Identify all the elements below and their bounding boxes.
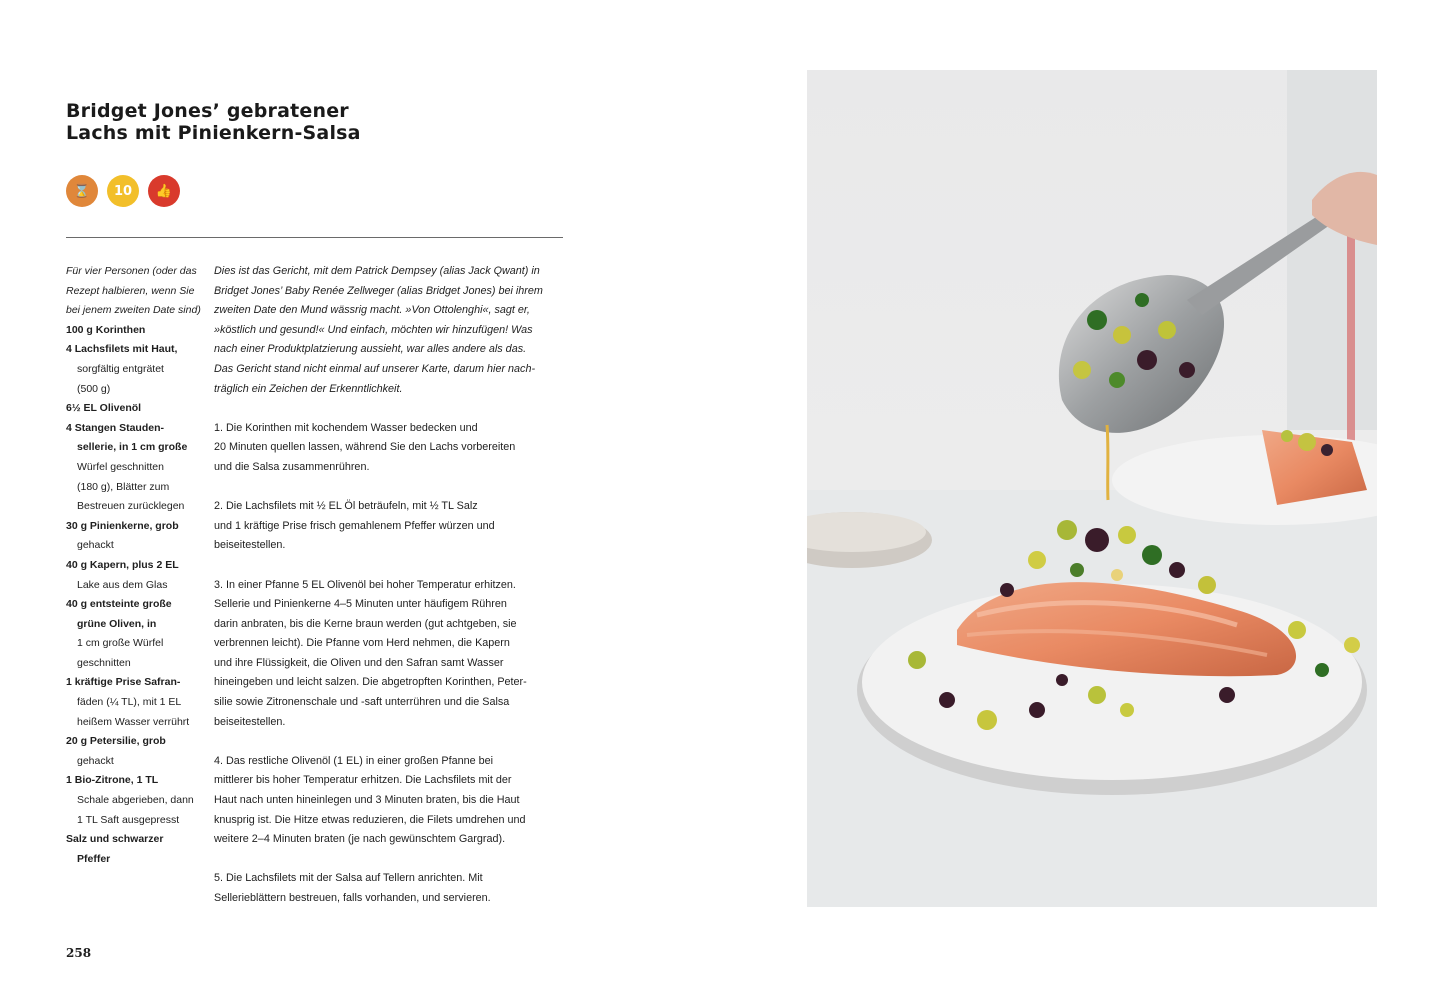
ingredient-line — [66, 713, 206, 733]
method-line: verbrennen leicht). Die Pfanne vom Herd nehmen, die Kapern — [214, 637, 510, 650]
ingredient-line — [66, 419, 206, 439]
ingredient-text: sorgfältig entgrätet — [77, 362, 164, 375]
ingredient-text: bei jenem zweiten Date sind) — [66, 304, 201, 317]
ingredient-line — [66, 380, 206, 400]
method-line: und 1 kräftige Prise frisch gemahlenem Pfeffer würzen und — [214, 519, 495, 532]
method-line: 4. Das restliche Olivenöl (1 EL) in einer großen Pfanne bei — [214, 754, 494, 767]
ingredient-line — [66, 438, 206, 458]
intro-line: Dies ist das Gericht, mit dem Patrick Dempsey (alias Jack Qwant) in — [214, 265, 540, 277]
ingredient-line — [66, 811, 206, 831]
paragraph-gap — [214, 478, 566, 498]
ingredient-text: Salz und schwarzer — [66, 833, 164, 846]
ingredient-text: 6½ EL Olivenöl — [66, 402, 142, 415]
recipe-badges — [66, 175, 180, 207]
ingredient-line — [66, 732, 206, 752]
ingredient-line — [66, 771, 206, 791]
page-number: 258 — [66, 946, 92, 960]
ingredient-line — [66, 517, 206, 537]
recipe-title — [66, 100, 546, 144]
ingredient-text: 30 g Pinienkerne, grob — [66, 519, 179, 532]
ingredient-line — [66, 458, 206, 478]
ingredient-text: sellerie, in 1 cm große — [77, 441, 188, 454]
ingredient-text: 1 Bio-Zitrone, 1 TL — [66, 774, 159, 787]
ingredient-line — [66, 282, 206, 302]
ingredient-text: (500 g) — [77, 382, 111, 395]
ingredient-text: 20 g Petersilie, grob — [66, 735, 166, 748]
intro-line: zweiten Date den Mund wässrig macht. »Von Ottolenghi«, sagt er, — [214, 304, 530, 317]
ingredient-text: 1 cm große Würfel — [77, 637, 164, 650]
ingredient-line — [66, 673, 206, 693]
ingredient-line — [66, 850, 206, 870]
ingredient-line — [66, 301, 206, 321]
ingredient-text: geschnitten — [77, 656, 131, 669]
ingredient-line — [66, 654, 206, 674]
ingredient-text: Für vier Personen (oder das — [66, 265, 197, 277]
method-line: beiseitestellen. — [214, 715, 286, 728]
ingredient-line — [66, 615, 206, 635]
intro-line: Das Gericht stand nicht einmal auf unserer Karte, darum hier nach- — [214, 362, 536, 375]
method-line: 1. Die Korinthen mit kochendem Wasser bedecken und — [214, 421, 478, 434]
method-line: 3. In einer Pfanne 5 EL Olivenöl bei hoher Temperatur erhitzen. — [214, 578, 516, 591]
ingredient-line — [66, 478, 206, 498]
salmon-dish-photo — [807, 70, 1377, 907]
ingredient-text: gehackt — [77, 754, 114, 767]
ingredient-line — [66, 752, 206, 772]
method-text — [214, 262, 566, 909]
ingredient-line — [66, 556, 206, 576]
method-line: silie sowie Zitronenschale und -saft unterrühren und die Salsa — [214, 696, 510, 709]
ingredient-text: 4 Lachsfilets mit Haut, — [66, 343, 178, 356]
left-page — [0, 0, 720, 1000]
ingredient-line — [66, 497, 206, 517]
ingredient-text: grüne Oliven, in — [77, 617, 157, 630]
method-line: hineingeben und leicht salzen. Die abgetropften Korinthen, Peter- — [214, 676, 527, 689]
ingredient-text: 4 Stangen Stauden- — [66, 421, 165, 434]
intro-line: »köstlich und gesund!« Und einfach, möchten wir hinzufügen! Was — [214, 323, 533, 336]
recipe-title-line-1: Bridget Jones’ gebratener — [66, 100, 349, 122]
ingredients-list — [66, 262, 206, 869]
method-line: und die Salsa zusammenrühren. — [214, 460, 370, 473]
ingredient-line — [66, 576, 206, 596]
paragraph-gap — [214, 850, 566, 870]
ingredient-text: 100 g Korinthen — [66, 323, 146, 336]
ingredient-text: Würfel geschnitten — [77, 460, 164, 473]
intro-line: nach einer Produktplatzierung aussieht, war alles andere als das. — [214, 343, 527, 356]
ingredient-text: Lake aus dem Glas — [77, 578, 168, 591]
method-line: weitere 2–4 Minuten braten (je nach gewünschtem Gargrad). — [214, 833, 506, 846]
method-line: Sellerieblättern bestreuen, falls vorhanden, und servieren. — [214, 892, 491, 904]
paragraph-gap — [214, 399, 566, 419]
ingredient-line — [66, 360, 206, 380]
ingredient-text: 1 TL Saft ausgepresst — [77, 813, 180, 826]
ingredient-line — [66, 595, 206, 615]
ingredient-text: fäden (¼ TL), mit 1 EL — [77, 696, 182, 709]
paragraph-gap — [214, 556, 566, 576]
method-line: und ihre Flüssigkeit, die Oliven und den Safran samt Wasser — [214, 656, 504, 669]
ingredient-text: 40 g Kapern, plus 2 EL — [66, 558, 179, 571]
thumbs-up-icon: 👍 — [148, 175, 180, 207]
ingredient-text: heißem Wasser verrührt — [77, 715, 190, 728]
method-line: knusprig ist. Die Hitze etwas reduzieren, die Filets umdrehen und — [214, 813, 526, 826]
method-line: Haut nach unten hineinlegen und 3 Minuten braten, bis die Haut — [214, 794, 520, 807]
ingredient-text: gehackt — [77, 539, 114, 552]
ingredient-line — [66, 791, 206, 811]
ingredient-text: Schale abgerieben, dann — [77, 794, 194, 807]
hourglass-icon: ⌛ — [66, 175, 98, 207]
ingredient-text: 40 g entsteinte große — [66, 598, 172, 611]
intro-line: träglich ein Zeichen der Erkenntlichkeit. — [214, 382, 403, 395]
method-line: 2. Die Lachsfilets mit ½ EL Öl beträufeln, mit ½ TL Salz — [214, 500, 478, 513]
ingredient-line — [66, 536, 206, 556]
ingredient-line — [66, 340, 206, 360]
ingredient-line — [66, 321, 206, 341]
ingredient-text: Pfeffer — [77, 852, 111, 865]
method-line: Sellerie und Pinienkerne 4–5 Minuten unter häufigem Rühren — [214, 598, 507, 611]
method-line: beiseitestellen. — [214, 539, 286, 552]
ingredient-text: (180 g), Blätter zum — [77, 480, 170, 493]
ingredient-line — [66, 399, 206, 419]
ingredient-text: Rezept halbieren, wenn Sie — [66, 284, 195, 297]
ingredient-line — [66, 693, 206, 713]
recipe-title-line-2: Lachs mit Pinienkern-Salsa — [66, 122, 361, 144]
ingredient-line — [66, 830, 206, 850]
paragraph-gap — [214, 732, 566, 752]
method-line: 20 Minuten quellen lassen, während Sie den Lachs vorbereiten — [214, 441, 516, 454]
method-line: mittlerer bis hoher Temperatur erhitzen. Die Lachsfilets mit der — [214, 774, 512, 787]
ingredient-line — [66, 262, 206, 282]
ingredient-line — [66, 634, 206, 654]
ten-badge-icon: 10 — [107, 175, 139, 207]
ingredient-text: Bestreuen zurücklegen — [77, 500, 185, 513]
intro-line: Bridget Jones’ Baby Renée Zellweger (alias Bridget Jones) bei ihrem — [214, 284, 543, 297]
method-line: darin anbraten, bis die Kerne braun werden (gut achtgeben, sie — [214, 617, 517, 630]
method-line: 5. Die Lachsfilets mit der Salsa auf Tellern anrichten. Mit — [214, 872, 483, 885]
divider — [66, 237, 563, 238]
ingredient-text: 1 kräftige Prise Safran- — [66, 676, 181, 689]
